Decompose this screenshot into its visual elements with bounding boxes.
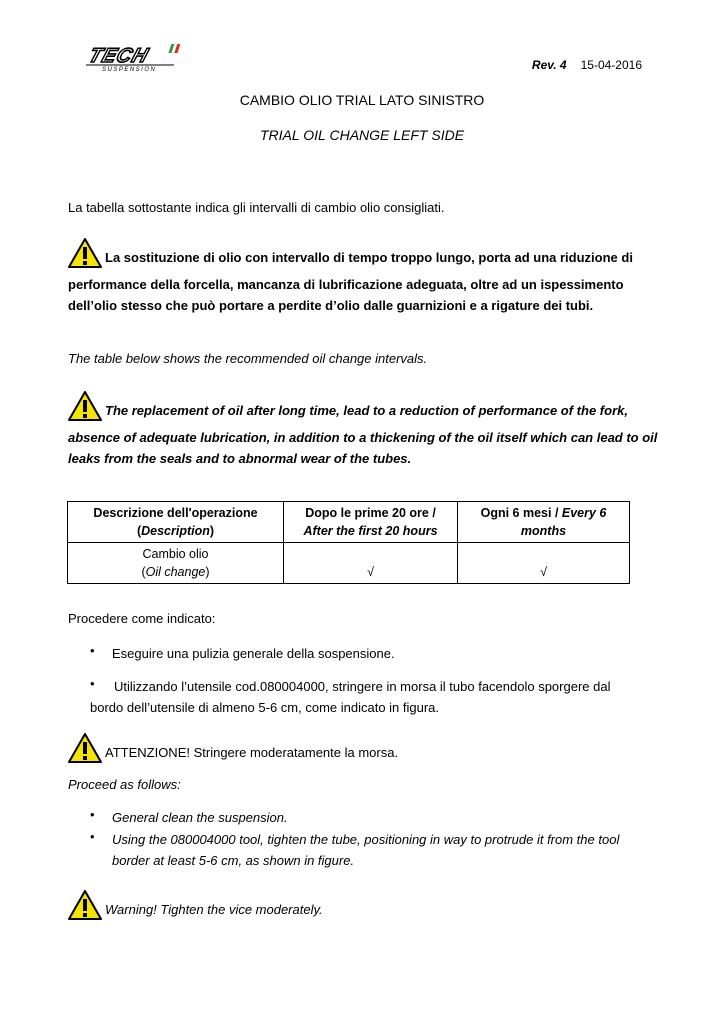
row-check-every-6-months: √ <box>458 543 630 584</box>
table-header-row <box>68 502 630 543</box>
warning-short-english-block <box>68 890 658 926</box>
table-row <box>68 543 630 584</box>
step1-italian: Eseguire una pulizia generale della sospensione. <box>112 646 395 661</box>
warning-icon <box>68 238 102 274</box>
warning-italian-text: La sostituzione di olio con intervallo di tempo troppo lungo, porta ad una riduzione di performance della forcella, mancanza di lubrificazione adeguata, oltre ad un ispessimento dell’olio stesso che può portare a perdite d’olio dalle guarnizioni e a rigature dei tubi. <box>68 250 633 313</box>
header-first-20-hours: Dopo le prime 20 ore / After the first 20 hours <box>284 502 458 543</box>
revision-info <box>532 58 642 72</box>
procedure-english: Proceed as follows: <box>68 777 181 792</box>
warning-icon <box>68 391 102 427</box>
row-description: Cambio olio (Oil change) <box>68 543 284 584</box>
intro-english: The table below shows the recommended oil change intervals. <box>68 351 428 366</box>
header-every-6-months: Ogni 6 mesi / Every 6 months <box>458 502 630 543</box>
oil-change-table <box>67 501 630 584</box>
attention-italian-text: ATTENZIONE! Stringere moderatamente la morsa. <box>105 745 399 760</box>
header-description: Descrizione dell'operazione (Description) <box>68 502 284 543</box>
warning-english-text: The replacement of oil after long time, lead to a reduction of performance of the fork, absence of adequate lubrication, in addition to a thickening of the oil itself which can lead to oil leaks from the seals and to abnormal wear of the tubes. <box>68 403 658 466</box>
row-check-first-20-hours: √ <box>284 543 458 584</box>
logo-text: TECH <box>85 44 152 67</box>
revision-date: 15-04-2016 <box>580 58 642 72</box>
title-english: TRIAL OIL CHANGE LEFT SIDE <box>259 127 465 143</box>
warning-icon <box>68 890 102 926</box>
warning-short-english-text: Warning! Tighten the vice moderately. <box>105 902 323 917</box>
step2-english: Using the 080004000 tool, tighten the tube, positioning in way to protrude it from the tool border at least 5-6 cm, as shown in figure. <box>112 832 620 868</box>
bullet-icon: • <box>90 676 95 691</box>
logo-subtext: SUSPENSION <box>102 67 157 72</box>
intro-italian: La tabella sottostante indica gli intervalli di cambio olio consigliati. <box>68 200 445 215</box>
warning-italian-block <box>68 238 660 316</box>
bullet-icon: • <box>90 829 95 844</box>
procedure-italian: Procedere come indicato: <box>68 611 216 626</box>
bullet-icon: • <box>90 643 95 658</box>
warning-english-block <box>68 391 660 469</box>
bullet-icon: • <box>90 807 95 822</box>
title-italian: CAMBIO OLIO TRIAL LATO SINISTRO <box>239 92 485 108</box>
step2-italian: Utilizzando l’utensile cod.080004000, stringere in morsa il tubo facendolo sporgere dal bordo dell’utensile di almeno 5-6 cm, come indicato in figura. <box>90 679 611 715</box>
attention-italian-block <box>68 733 658 769</box>
revision-label: Rev. 4 <box>531 58 567 72</box>
step1-english: General clean the suspension. <box>112 810 288 825</box>
tech-logo <box>80 42 182 72</box>
warning-icon <box>68 733 102 769</box>
